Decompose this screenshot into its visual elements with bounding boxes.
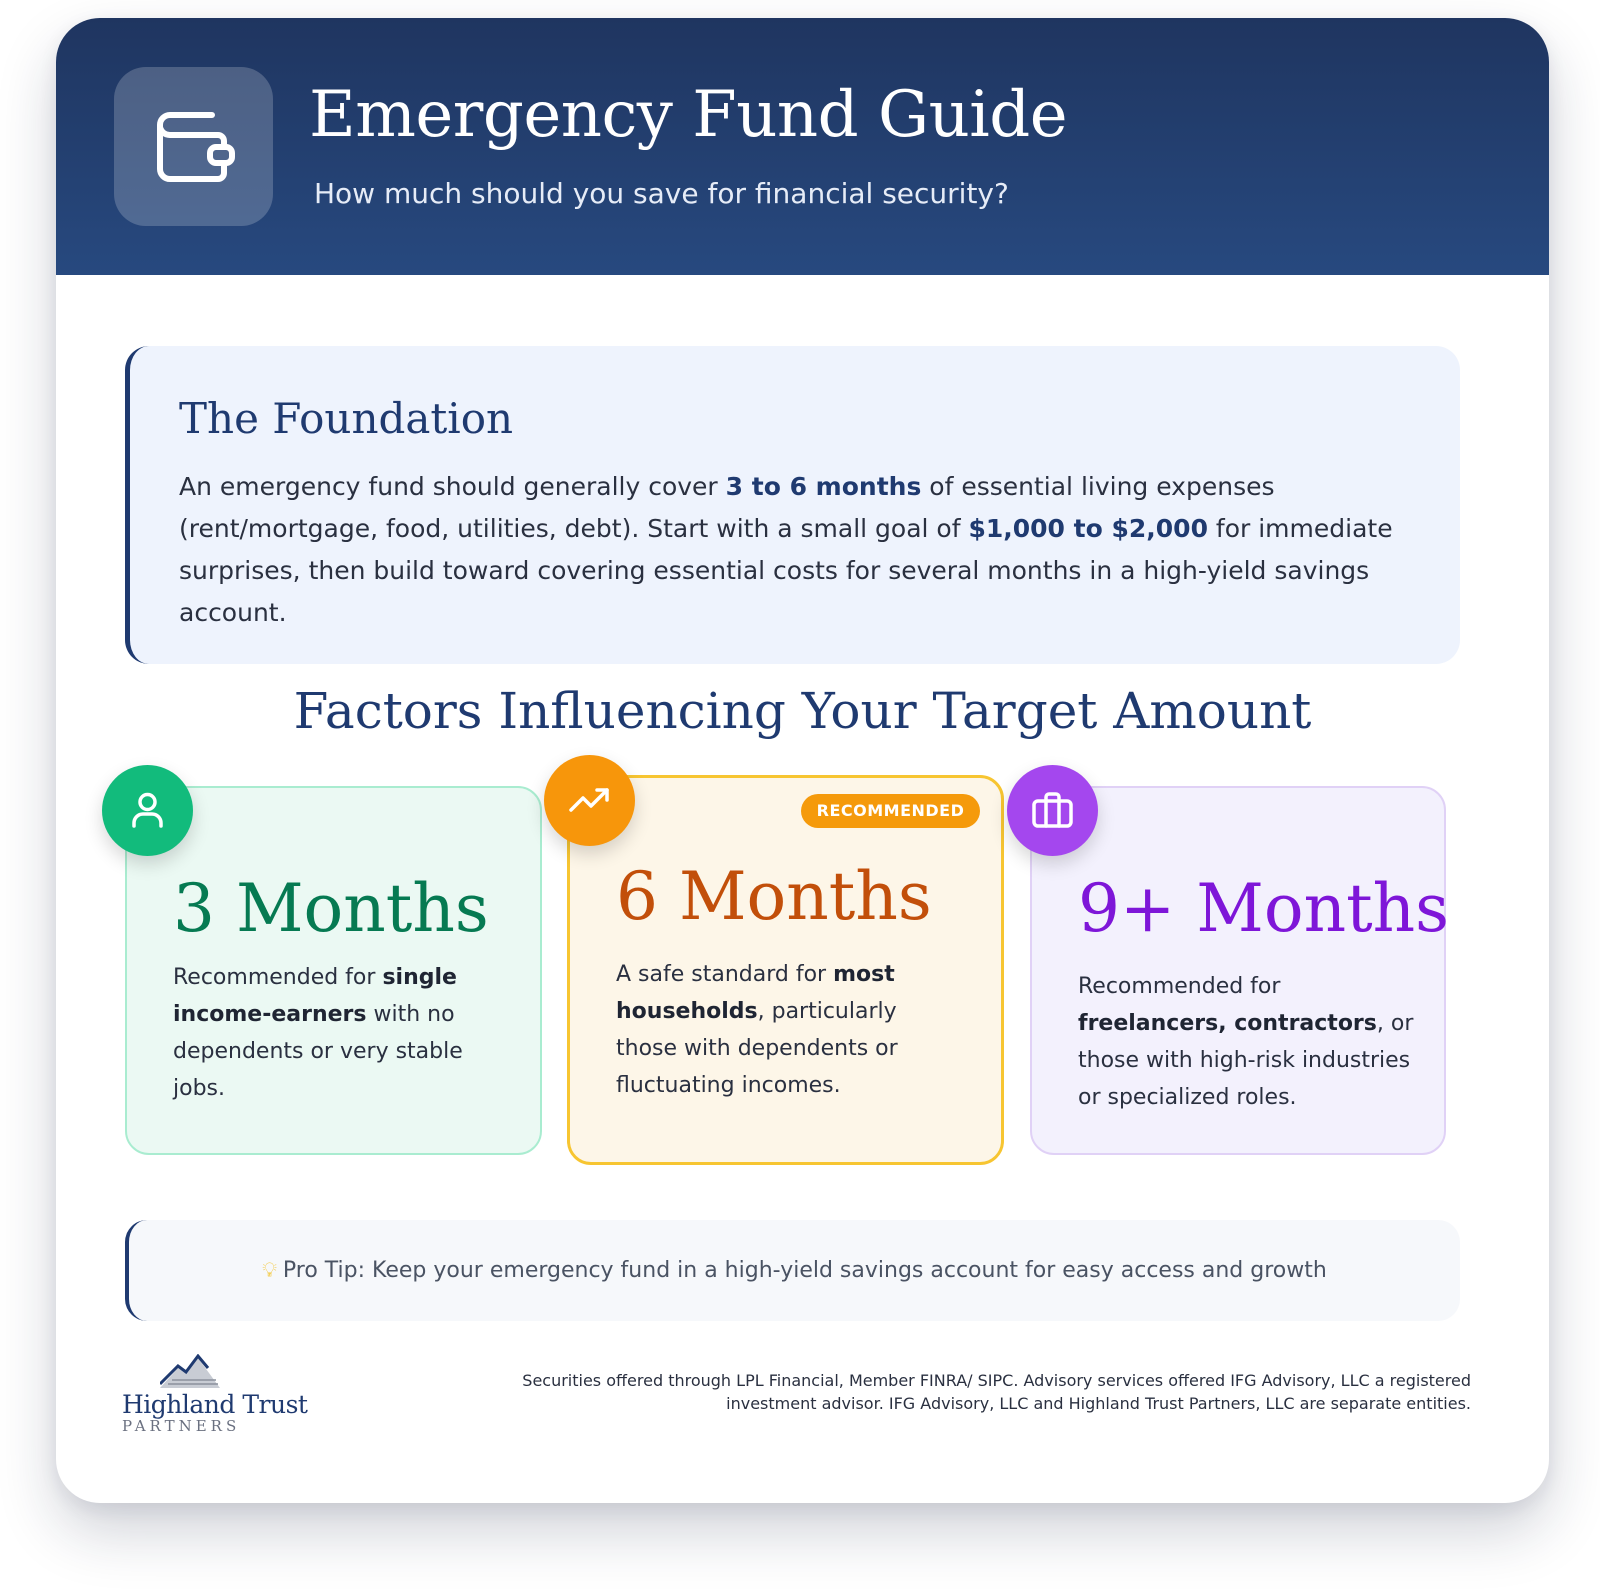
disclaimer-text: Securities offered through LPL Financial, Member FINRA/ SIPC. Advisory services offered IFG Advisory, LLC a registered investment advisor. IFG Advisory, LLC and Highland Trust Partners, LLC are separate entities.: [522, 1371, 1471, 1413]
foundation-text: An emergency fund should generally cover 3 to 6 months of essential living expenses (rent/mortgage, food, utilities, debt). Start with a small goal of $1,000 to $2,000 for immediate surprises, then build toward covering essential costs for several months in a high-yield savings account.: [179, 472, 1393, 627]
briefcase-icon: [1030, 788, 1075, 833]
page-title: Emergency Fund Guide: [309, 78, 1068, 152]
highlight-months: 3 to 6 months: [725, 472, 922, 501]
highlight-amount: $1,000 to $2,000: [968, 514, 1208, 543]
infographic-card: [56, 18, 1549, 1503]
logo-name: Highland Trust: [122, 1390, 308, 1419]
factor-card-6-months: [567, 775, 1004, 1165]
header-banner: [56, 18, 1549, 275]
factor-description: Recommended for single income-earners with no dependents or very stable jobs.: [173, 965, 463, 1101]
trending-up-icon-badge: [544, 755, 635, 846]
factor-card-9-months: [1030, 786, 1449, 1155]
wallet-icon-tile: [114, 67, 273, 226]
pro-tip-panel: [125, 1220, 1460, 1321]
company-logo: [122, 1354, 362, 1434]
foundation-panel: [125, 346, 1460, 664]
factor-heading: 6 Months: [616, 858, 932, 935]
factor-card-3-months: [125, 786, 542, 1155]
pro-tip: [129, 1220, 1460, 1321]
briefcase-icon-badge: [1007, 765, 1098, 856]
factor-description: A safe standard for most households, particularly those with dependents or fluctuating incomes.: [616, 962, 898, 1098]
mountain-logo-icon: [160, 1354, 220, 1390]
user-icon: [125, 788, 170, 833]
wallet-icon: [150, 103, 236, 189]
factor-heading: 3 Months: [173, 870, 489, 947]
factor-heading: 9+ Months: [1078, 870, 1449, 947]
factor-description: Recommended for freelancers, contractors, or those with high-risk industries or specialized roles.: [1078, 974, 1414, 1110]
page-subtitle: How much should you save for financial security?: [314, 177, 1009, 210]
trending-up-icon: [567, 778, 612, 823]
lightbulb-icon: 💡︎: [262, 1258, 277, 1282]
pro-tip-text: Pro Tip: Keep your emergency fund in a high-yield savings account for easy access and growth: [282, 1258, 1327, 1283]
factors-heading: Factors Influencing Your Target Amount: [293, 682, 1312, 740]
logo-subtitle: PARTNERS: [122, 1417, 241, 1435]
user-icon-badge: [102, 765, 193, 856]
recommended-badge: RECOMMENDED: [801, 794, 980, 828]
foundation-heading: The Foundation: [179, 394, 514, 443]
